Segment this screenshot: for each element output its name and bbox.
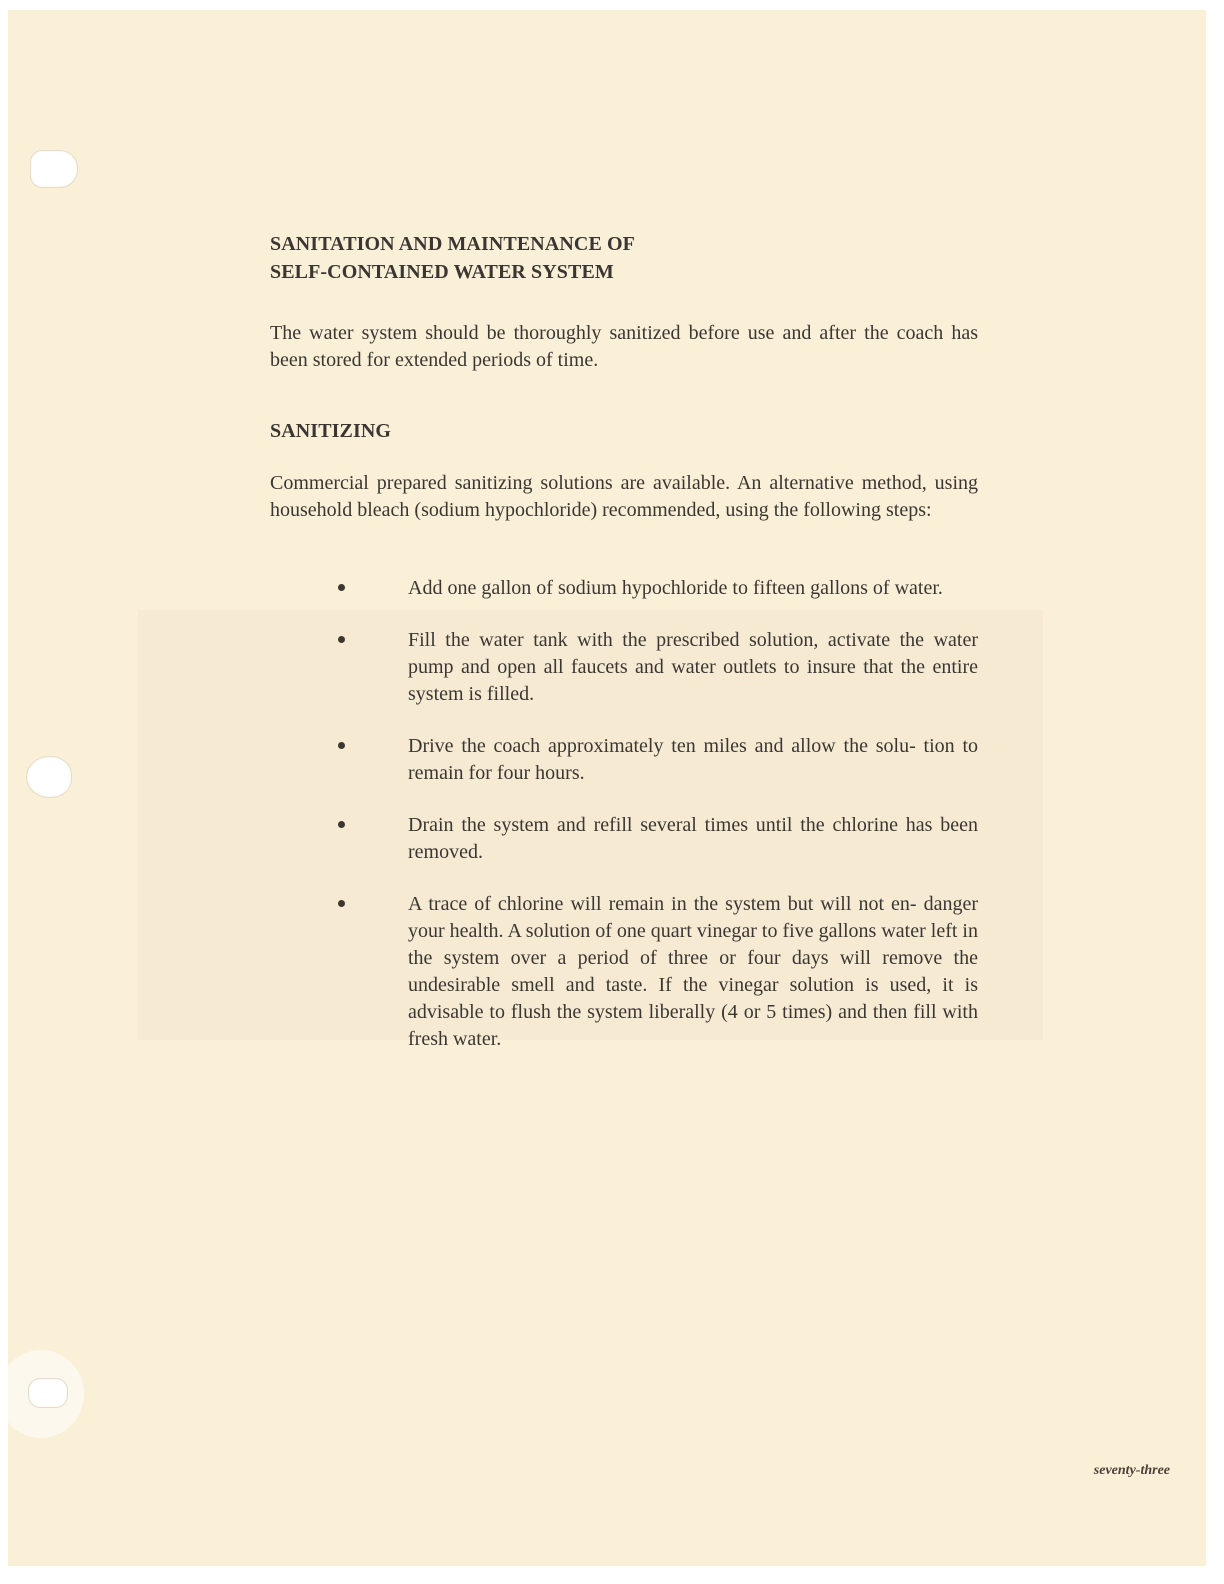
document-page xyxy=(8,10,1206,1566)
list-item xyxy=(270,575,978,602)
binder-hole-bottom xyxy=(28,1378,68,1408)
list-item xyxy=(270,627,978,708)
step-text: A trace of chlorine will remain in the system but will not en- danger your health. A solution of one quart vinegar to five gallons water left in the system over a period of three or four days will remove the undesirable smell and taste. If the vinegar solution is used, it is advisable to flush the system liberally (4 or 5 times) and then fill with fresh water. xyxy=(408,893,978,1050)
list-item xyxy=(270,891,978,1053)
document-body xyxy=(270,230,978,521)
list-item xyxy=(270,812,978,866)
binder-hole-middle xyxy=(26,756,72,798)
list-item xyxy=(270,733,978,787)
section-heading: SANITIZING xyxy=(270,420,392,442)
binder-hole-top xyxy=(30,150,78,188)
bullet-icon xyxy=(338,584,345,591)
step-text: Drive the coach approximately ten miles and allow the solu- tion to remain for four hours. xyxy=(408,735,978,784)
intro-paragraph: The water system should be thoroughly sanitized before use and after the coach has been stored for extended periods of time. xyxy=(270,322,978,371)
bullet-icon xyxy=(338,900,345,907)
step-text: Add one gallon of sodium hypochloride to fifteen gallons of water. xyxy=(408,577,943,599)
steps-list xyxy=(270,575,978,1078)
section-intro-paragraph: Commercial prepared sanitizing solutions are available. An alternative method, using household bleach (sodium hypochloride) recommended, using the following steps: xyxy=(270,472,978,521)
bullet-icon xyxy=(338,636,345,643)
page-number: seventy-three xyxy=(1093,1463,1170,1478)
page-title-line-2: SELF-CONTAINED WATER SYSTEM xyxy=(270,261,614,283)
step-text: Drain the system and refill several times until the chlorine has been removed. xyxy=(408,814,978,863)
page-title xyxy=(270,230,978,286)
bullet-icon xyxy=(338,742,345,749)
page-title-line-1: SANITATION AND MAINTENANCE OF xyxy=(270,233,635,255)
bullet-icon xyxy=(338,821,345,828)
step-text: Fill the water tank with the prescribed solution, activate the water pump and open all faucets and water outlets to insure that the entire system is filled. xyxy=(408,629,978,705)
